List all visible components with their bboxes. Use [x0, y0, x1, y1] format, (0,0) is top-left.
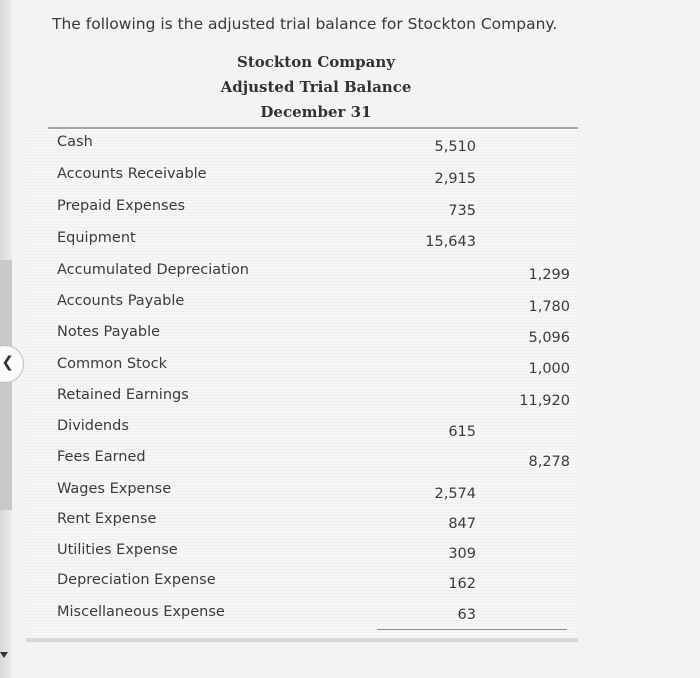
credit-amount: 1,780 [528, 299, 570, 315]
chevron-left-icon: ❮ [1, 353, 14, 371]
debit-amount: 5,510 [434, 139, 476, 155]
debit-amount: 2,574 [434, 486, 476, 502]
account-name: Depreciation Expense [57, 572, 216, 588]
report-date: December 31 [260, 103, 372, 121]
account-name: Retained Earnings [57, 387, 189, 403]
debit-amount: 15,643 [425, 234, 476, 250]
company-name: Stockton Company [237, 53, 395, 71]
credit-amount: 1,299 [528, 267, 570, 283]
account-name: Accumulated Depreciation [57, 262, 249, 278]
account-name: Wages Expense [57, 481, 172, 497]
debit-amount: 63 [457, 607, 476, 623]
account-name: Dividends [57, 418, 129, 434]
debit-amount: 735 [448, 203, 476, 219]
credit-amount: 8,278 [528, 454, 570, 470]
account-name: Fees Earned [57, 449, 146, 465]
account-name: Accounts Payable [57, 293, 185, 309]
debit-amount: 162 [448, 576, 476, 592]
credit-amount: 1,000 [528, 361, 570, 377]
account-name: Prepaid Expenses [57, 198, 186, 214]
debit-amount: 309 [448, 546, 476, 562]
account-name: Cash [57, 134, 93, 150]
account-name: Equipment [57, 230, 136, 246]
account-name: Utilities Expense [57, 542, 178, 558]
account-name: Accounts Receivable [57, 166, 207, 182]
caret-down-icon[interactable] [0, 652, 8, 658]
previous-page-button[interactable] [0, 345, 24, 383]
total-rule [377, 629, 567, 630]
debit-amount: 615 [448, 424, 476, 440]
table-bottom-rule [26, 638, 578, 642]
credit-amount: 5,096 [528, 330, 570, 346]
account-name: Rent Expense [57, 511, 157, 527]
debit-amount: 2,915 [434, 171, 476, 187]
side-panel-strip [0, 260, 12, 510]
debit-amount: 847 [448, 516, 476, 532]
account-name: Common Stock [57, 356, 168, 372]
account-name: Miscellaneous Expense [57, 604, 225, 620]
intro-text: The following is the adjusted trial balance for Stockton Company. [52, 15, 558, 33]
account-name: Notes Payable [57, 324, 161, 340]
report-title: Adjusted Trial Balance [220, 78, 412, 96]
credit-amount: 11,920 [519, 393, 570, 409]
